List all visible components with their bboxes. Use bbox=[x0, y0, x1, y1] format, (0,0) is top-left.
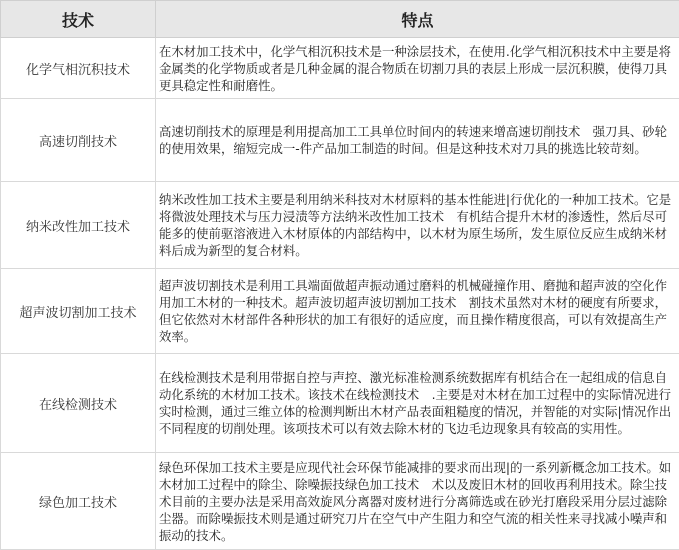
table-row bbox=[1, 182, 679, 269]
technology-name: 在线检测技术 bbox=[1, 354, 156, 453]
technology-description: 超声波切割技术是利用工具端面做超声振动通过磨料的机械碰撞作用、磨抛和超声波的空化作用加工木材的一种技术。超声波切超声波切割加工技术 割技术虽然对木材的硬度有所要求，但它依然对木材部件各种形状的加工有很好的适应度，而且操作精度很高，可以有效提高生产效率。 bbox=[156, 269, 679, 354]
technology-name: 绿色加工技术 bbox=[1, 453, 156, 550]
table-row bbox=[1, 38, 679, 99]
technology-name: 化学气相沉积技术 bbox=[1, 38, 156, 99]
technology-description: 在线检测技术是利用带据自控与声控、激光标准检测系统数据库有机结合在一起组成的信息自动化系统的木材加工技术。该技术在线检测技术 .主要是对木材在加工过程中的实际情况进行实时检测，通过三维立体的检测判断出木材产品表面粗糙度的情况，并智能的对实际|情况作出不同程度的切削处理。该项技术可以有效去除木材的飞边毛边现象具有较高的实用性。 bbox=[156, 354, 679, 453]
table-row bbox=[1, 354, 679, 453]
technology-name: 超声波切割加工技术 bbox=[1, 269, 156, 354]
table-row bbox=[1, 453, 679, 550]
technology-description: 高速切削技术的原理是利用提高加工工具单位时间内的转速来增高速切削技术 强刀具、砂轮的使用效果，缩短完成一-件产品加工制造的时间。但是这种技术对刀具的挑选比较苛刻。 bbox=[156, 99, 679, 182]
header-features: 特点 bbox=[156, 1, 679, 38]
table-row bbox=[1, 99, 679, 182]
technology-description: 绿色环保加工技术主要是应现代社会环保节能减排的要求而出现|的一系列新概念加工技术。如木材加工过程中的除尘、除噪振技绿色加工技术 术以及废旧木材的回收再利用技术。除尘技术目前的主要办法是采用高效旋风分离器对废材进行分离筛选或在砂光打磨段采用分层过滤除尘器。而除噪振技术则是通过研究刀片在空气中产生阻力和空气流的相关性来寻找减小噪声和振动的技术。 bbox=[156, 453, 679, 550]
table-row bbox=[1, 269, 679, 354]
technology-description: 纳米改性加工技术主要是利用纳米科技对木材原料的基本性能进|行优化的一种加工技术。它是将微波处理技术与压力浸渍等方法纳米改性加工技术 有机结合提升木材的渗透性，然后尽可能多的使前驱溶液进入木材原体的内部结构中，以木材为原生场所，发生原位反应生成纳米材料后成为新型的复合材料。 bbox=[156, 182, 679, 269]
header-technology: 技术 bbox=[1, 1, 156, 38]
technology-name: 纳米改性加工技术 bbox=[1, 182, 156, 269]
technology-description: 在木材加工技术中，化学气相沉积技术是一种涂层技术，在使用.化学气相沉积技术中主要是将金属类的化学物质或者是几种金属的混合物质在切割刀具的表层上形成一层沉积膜，使得刀具更具稳定性和耐磨性。 bbox=[156, 38, 679, 99]
table-header-row bbox=[1, 1, 679, 38]
technology-name: 高速切削技术 bbox=[1, 99, 156, 182]
